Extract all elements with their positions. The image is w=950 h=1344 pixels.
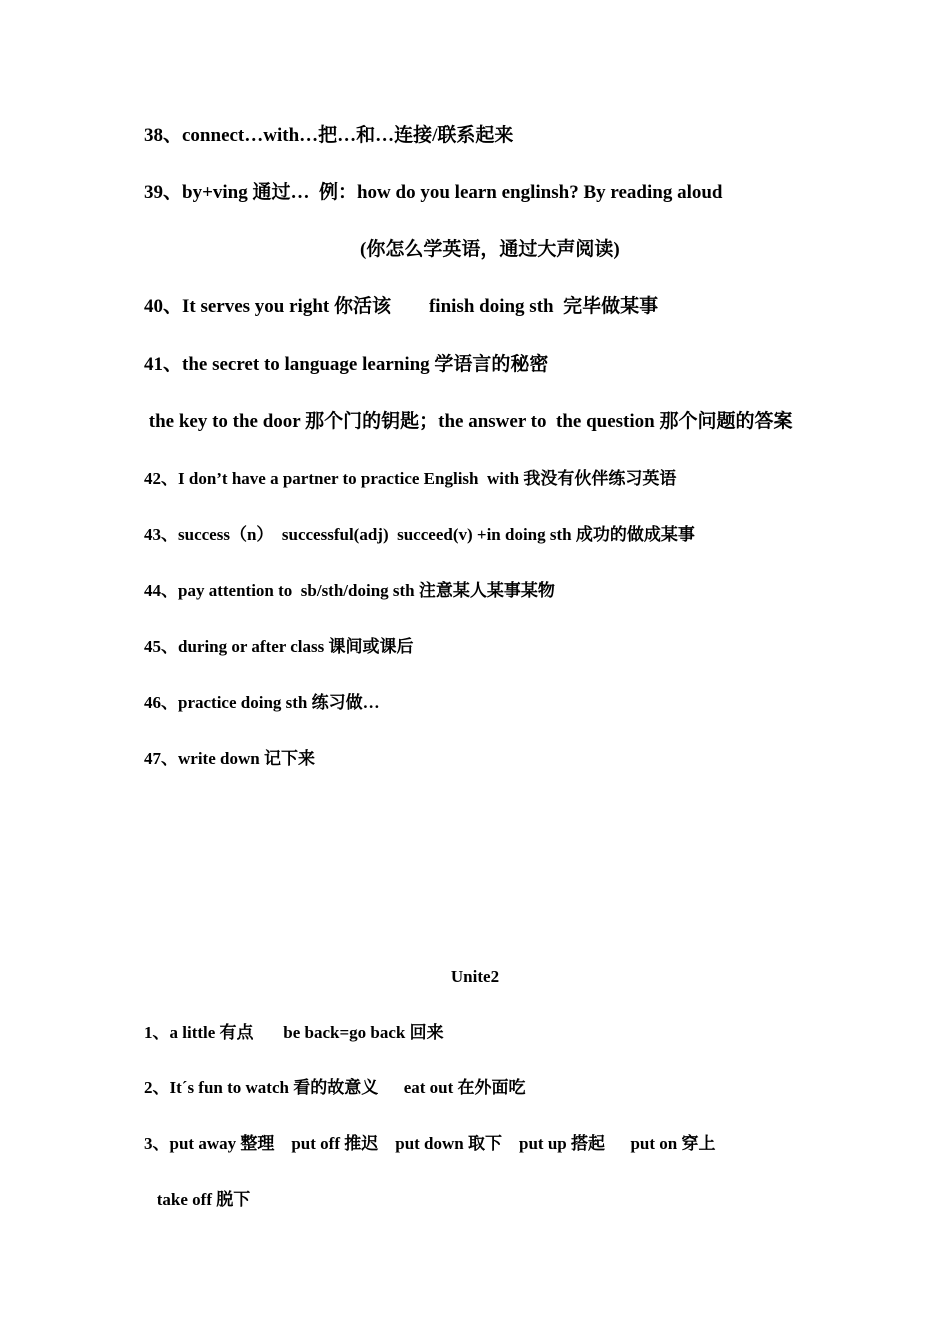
item-39: 39、by+ving 通过… 例：how do you learn englinsh? By reading aloud — [144, 182, 723, 203]
item-41: 41、the secret to language learning 学语言的秘密 — [144, 354, 549, 375]
unit2-item-3: 3、put away 整理 put off 推迟 put down 取下 put up 搭起 put on 穿上 — [144, 1134, 716, 1153]
item-40: 40、It serves you right 你活该 finish doing sth 完毕做某事 — [144, 296, 659, 317]
item-43: 43、success（n） successful(adj) succeed(v) +in doing sth 成功的做成某事 — [144, 525, 695, 544]
item-38: 38、connect…with…把…和…连接/联系起来 — [144, 125, 514, 146]
item-42: 42、I don’t have a partner to practice English with 我没有伙伴练习英语 — [144, 469, 677, 488]
item-46: 46、practice doing sth 练习做… — [144, 693, 380, 712]
item-39-translation: (你怎么学英语，通过大声阅读) — [360, 239, 620, 260]
item-44: 44、pay attention to sb/sth/doing sth 注意某人某事某物 — [144, 581, 555, 600]
unit2-item-3-extra: take off 脱下 — [144, 1190, 251, 1209]
item-41-extra: the key to the door 那个门的钥匙；the answer to the question 那个问题的答案 — [144, 411, 793, 432]
item-45: 45、during or after class 课间或课后 — [144, 637, 414, 656]
unit2-item-2: 2、It´s fun to watch 看的故意义 eat out 在外面吃 — [144, 1078, 526, 1097]
unit2-item-1: 1、a little 有点 be back=go back 回来 — [144, 1023, 444, 1042]
item-47: 47、write down 记下来 — [144, 749, 315, 768]
section-title: Unite2 — [450, 967, 500, 986]
